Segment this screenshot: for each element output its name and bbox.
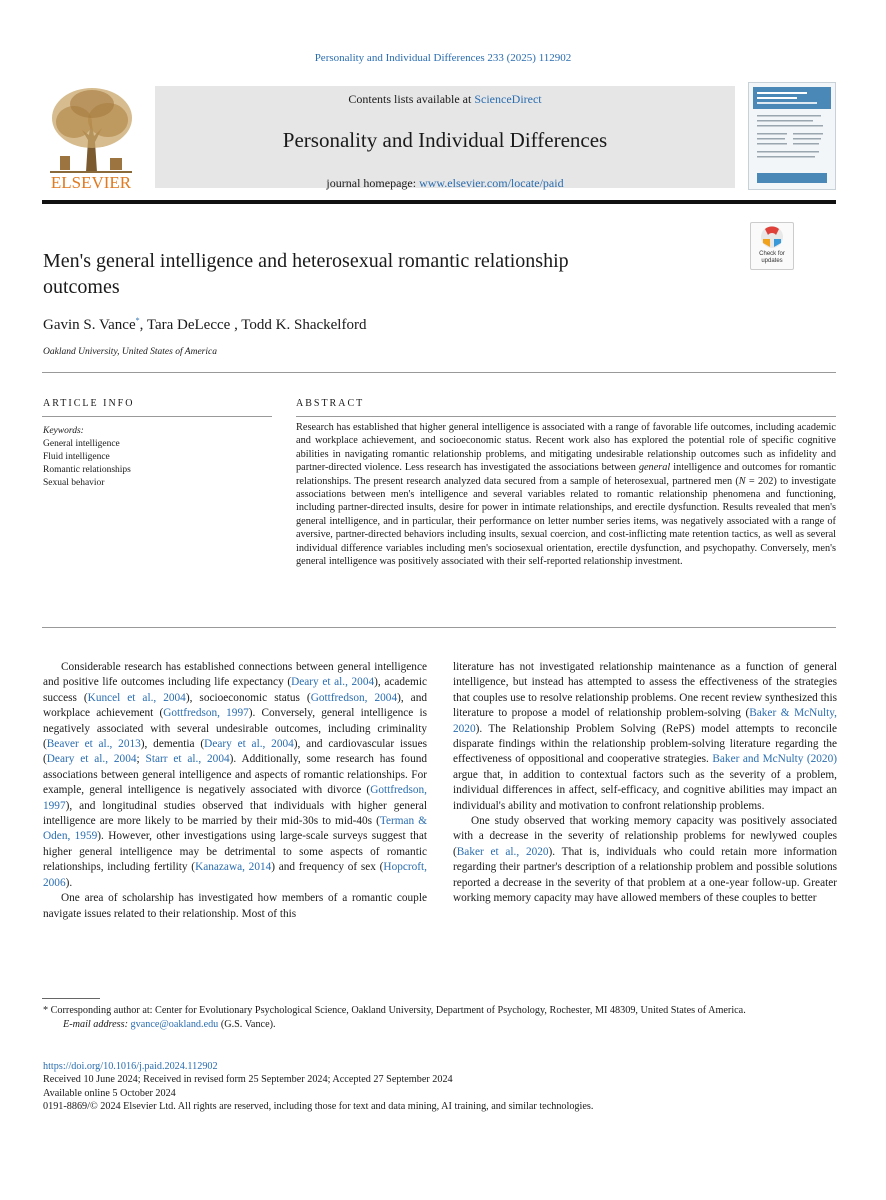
body-text: ). That is, individuals who could retain more information regarding their partner's description of a relationship problem and possible solutions reported a decrease in the severity of that problem at a one-year follow-up. Greater working memory capacity may have allowed members of these couples to better bbox=[453, 845, 838, 905]
keyword-item: Sexual behavior bbox=[43, 478, 105, 488]
keywords-block bbox=[43, 425, 263, 490]
citation-link[interactable]: Baker & McNulty, 2020 bbox=[453, 707, 837, 735]
author-vance[interactable]: Gavin S. Vance bbox=[43, 317, 136, 333]
abstract-part: Research has established that higher general intelligence is associated with a range of favorable life outcomes, including academic and workplace achievement, and socioeconomic status. Recent work also has explored the potential role of specific cognitive abilities in navigating romantic relationship problems, and mitigating undesirable relationship outcomes such as infidelity and partner-directed violence. Less research has investigated the associations between bbox=[296, 422, 836, 474]
body-text: Considerable research has established connections between general intelligence and positive life outcomes including life expectancy ( bbox=[43, 661, 427, 689]
journal-title: Personality and Individual Differences bbox=[282, 128, 608, 152]
abstract-part: = 202) to investigate associations between men's intelligence and several variables related to romantic relationship phenomena and functioning, including partner-directed insults, desire for power in intimate relationships, and erectile dysfunction. Results revealed that men's general intelligence, and in particular, their performance on letter number series items, was negatively associated with a range of aversive, partner-directed behaviors including insults, sexual coercion, and cost-inflicting mate retention tactics, as well as several individual difference variables including men's sociosexual orientation, erectile dysfunction, and psychopathy. Conversely, men's general intelligence was positively associated with their self-reported relationship investment. bbox=[296, 475, 836, 568]
abstract-text bbox=[296, 421, 836, 568]
footnote-rule bbox=[42, 998, 100, 999]
email-link[interactable]: gvance@oakland.edu bbox=[130, 1018, 219, 1030]
journal-cover-image bbox=[749, 83, 835, 189]
email-note bbox=[43, 1018, 837, 1032]
article-info-heading: ARTICLE INFO bbox=[43, 398, 135, 409]
body-text: ), and longitudinal studies observed that individuals with higher general intelligence are more likely to be married by their mid-30s to mid-40s ( bbox=[43, 799, 427, 828]
body-text: One study observed that working memory capacity was positively associated with a decrease in the severity of relationship problems for newlywed couples ( bbox=[453, 815, 837, 858]
body-text: ). Additionally, some research has found associations between general intelligence and aspects of romantic relationships. For example, general intelligence is negatively associated with divorce ( bbox=[43, 753, 428, 797]
abstract-rule bbox=[296, 416, 836, 417]
publisher-wordmark: ELSEVIER bbox=[50, 173, 132, 192]
citation-link[interactable]: Baker and McNulty (2020) bbox=[712, 753, 837, 766]
footnotes bbox=[43, 1004, 837, 1031]
abstract-heading: ABSTRACT bbox=[296, 398, 365, 409]
citation-link[interactable]: Beaver et al., 2013 bbox=[46, 738, 141, 751]
body-text: ). However, other investigations using large-scale surveys suggest that higher general intelligence may be detrimental to some aspects of romantic relationships, including fertility ( bbox=[43, 830, 427, 874]
citation-link[interactable]: Deary et al., 2004 bbox=[291, 676, 375, 689]
body-text: ). bbox=[65, 876, 73, 889]
citation-link[interactable]: Kuncel et al., 2004 bbox=[87, 691, 186, 704]
journal-masthead bbox=[42, 80, 836, 192]
citation-link[interactable]: Deary et al., 2004 bbox=[46, 753, 137, 766]
abstract-bottom-rule bbox=[42, 627, 836, 628]
author-affiliation: Oakland University, United States of America bbox=[43, 347, 217, 357]
contents-line bbox=[155, 92, 735, 107]
body-column-right bbox=[453, 660, 837, 907]
body-text: ), and cardiovascular issues ( bbox=[43, 738, 427, 766]
journal-citation[interactable]: Personality and Individual Differences 233 (2025) 112902 bbox=[314, 52, 572, 64]
body-paragraph bbox=[453, 660, 837, 814]
body-text: argue that, in addition to contextual factors such as the severity of a problem, individual differences in affect, self-efficacy, and cognitive abilities may impact an individual's ability and motivation to confront relationship problems. bbox=[453, 768, 837, 812]
citation-link[interactable]: Starr et al., 2004 bbox=[145, 753, 230, 766]
body-column-left bbox=[43, 660, 427, 922]
copyright-line: 0191-8869/© 2024 Elsevier Ltd. All rights are reserved, including those for text and data mining, AI training, and similar technologies. bbox=[43, 1101, 594, 1113]
homepage-prefix: journal homepage: bbox=[326, 176, 420, 190]
keyword-item: General intelligence bbox=[43, 439, 120, 449]
body-text: ), dementia ( bbox=[140, 738, 205, 751]
body-text: ) and frequency of sex ( bbox=[271, 861, 384, 874]
article-metadata bbox=[43, 1060, 837, 1114]
check-for-updates-badge[interactable] bbox=[750, 222, 794, 270]
body-text: ). The Relationship Problem Solving (RePS) model attempts to reconcile disparate findings within the relationship problem-solving literature regarding the effectiveness of oppositional and cooperative strategies. bbox=[453, 722, 837, 766]
crossmark-icon bbox=[751, 223, 793, 251]
article-info-rule bbox=[42, 416, 272, 417]
homepage-link[interactable]: www.elsevier.com/locate/paid bbox=[419, 176, 564, 190]
body-paragraph bbox=[43, 660, 427, 891]
body-text: ), socioeconomic status ( bbox=[185, 691, 311, 704]
body-paragraph: One area of scholarship has investigated how members of a romantic couple navigate issues related to their relationship. Most of this bbox=[43, 892, 427, 920]
check-updates-label: Check for updates bbox=[759, 251, 785, 264]
corresponding-author-mark[interactable]: * bbox=[135, 316, 140, 325]
citation-link[interactable]: Baker et al., 2020 bbox=[456, 845, 549, 858]
homepage-line bbox=[155, 176, 735, 191]
received-dates: Received 10 June 2024; Received in revised form 25 September 2024; Accepted 27 September 2024 bbox=[43, 1074, 453, 1086]
keywords-label: Keywords: bbox=[43, 426, 84, 436]
citation-link[interactable]: Deary et al., 2004 bbox=[204, 738, 294, 751]
citation-link[interactable]: Kanazawa, 2014 bbox=[195, 861, 272, 874]
keyword-item: Fluid intelligence bbox=[43, 452, 110, 462]
keyword-item: Romantic relationships bbox=[43, 465, 131, 475]
available-online: Available online 5 October 2024 bbox=[43, 1087, 176, 1099]
citation-link[interactable]: Gottfredson, 2004 bbox=[310, 691, 398, 704]
contents-prefix: Contents lists available at bbox=[348, 92, 475, 106]
citation-link[interactable]: Hopcroft, 2006 bbox=[43, 861, 428, 889]
body-text: ), and workplace achievement ( bbox=[43, 691, 427, 720]
body-text: ; bbox=[136, 753, 146, 766]
email-suffix: (G.S. Vance). bbox=[218, 1018, 276, 1030]
journal-cover-thumbnail[interactable] bbox=[748, 82, 836, 190]
sciencedirect-link[interactable]: ScienceDirect bbox=[474, 92, 542, 106]
header-divider bbox=[42, 372, 836, 373]
article-title: Men's general intelligence and heterosexual romantic relationship outcomes bbox=[43, 250, 569, 298]
citation-link[interactable]: Terman & Oden, 1959 bbox=[43, 815, 428, 843]
corresponding-author-note: * Corresponding author at: Center for Evolutionary Psychological Science, Oakland University, Department of Psychology, Rochester, MI 48309, United States of America. bbox=[43, 1005, 746, 1016]
citation-link[interactable]: Gottfredson, 1997 bbox=[163, 707, 249, 720]
elsevier-tree-icon bbox=[42, 80, 140, 192]
body-text: literature has not investigated relationship maintenance as a function of general intelligence, but instead has attempted to assess the effectiveness of the strategies that couples use to resolve relationship problems. One recent review synthesized this literature to propose a model of relationship problem-solving ( bbox=[453, 661, 837, 720]
author-list-rest[interactable]: , Tara DeLecce , Todd K. Shackelford bbox=[139, 317, 367, 333]
body-text: ). Conversely, general intelligence is negatively associated with several undesirable outcomes, including criminality ( bbox=[43, 707, 427, 751]
journal-banner bbox=[155, 86, 735, 188]
author-list bbox=[43, 316, 366, 334]
abstract-part: intelligence and outcomes for romantic relationships. The present research analyzed data secured from a sample of heterosexual, partnered men ( bbox=[296, 462, 837, 487]
doi-link[interactable]: https://doi.org/10.1016/j.paid.2024.112902 bbox=[43, 1061, 218, 1072]
citation-link[interactable]: Gottfredson, 1997 bbox=[43, 784, 427, 812]
abstract-emphasis: general bbox=[638, 462, 671, 474]
elsevier-logo[interactable] bbox=[42, 80, 140, 192]
body-paragraph bbox=[453, 814, 837, 906]
masthead-rule bbox=[42, 200, 836, 204]
body-text: ), academic success ( bbox=[43, 676, 427, 704]
email-label: E-mail address: bbox=[63, 1018, 131, 1030]
abstract-sample-variable: N bbox=[738, 475, 746, 487]
